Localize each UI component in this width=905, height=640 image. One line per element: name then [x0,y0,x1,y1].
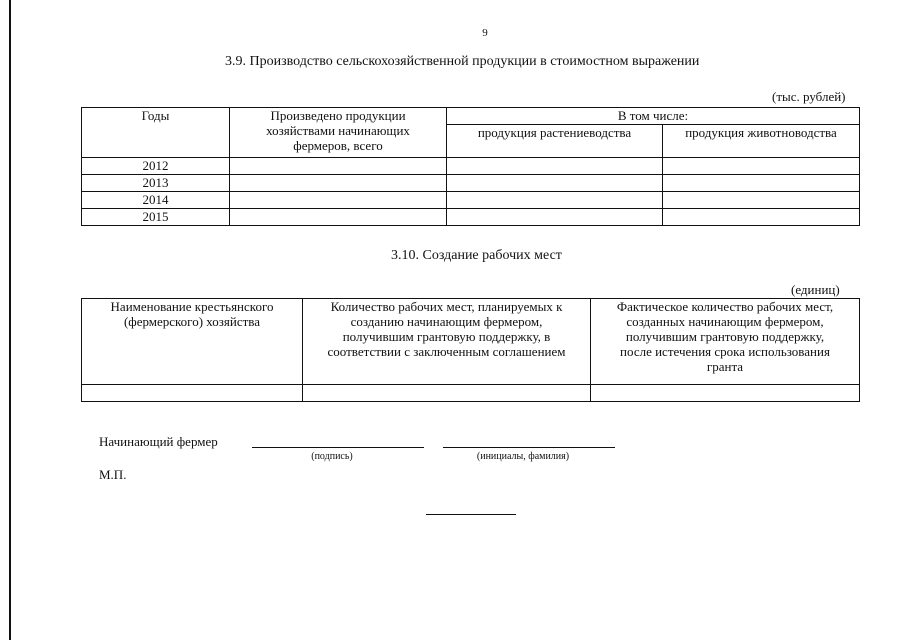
signature-line[interactable] [252,447,424,448]
page-number: 9 [482,27,488,39]
produced-cell[interactable] [230,175,447,192]
signature-label: Начинающий фермер [99,434,218,449]
header-years: Годы [82,108,230,158]
header-livestock-production: продукция животноводства [663,125,860,158]
production-table [81,107,860,226]
header-produced-total: Произведено продукции хозяйствами начинающих фермеров, всего [230,108,447,158]
crop-cell[interactable] [447,175,663,192]
crop-cell[interactable] [447,209,663,226]
crop-cell[interactable] [447,192,663,209]
livestock-cell[interactable] [663,209,860,226]
produced-cell[interactable] [230,192,447,209]
closing-divider [426,514,516,515]
crop-cell[interactable] [447,158,663,175]
header-planned-jobs: Количество рабочих мест, планируемых к созданию начинающим фермером, получившим грантовую поддержку, в соответствии с заключенным соглашением [303,299,591,385]
header-farm-name: Наименование крестьянского (фермерского) хозяйства [82,299,303,385]
produced-cell[interactable] [230,209,447,226]
header-actual-jobs: Фактическое количество рабочих мест, созданных начинающим фермером, получившим грантовую поддержку, после истечения срока использования гранта [591,299,860,385]
header-crop-production: продукция растениеводства [447,125,663,158]
livestock-cell[interactable] [663,175,860,192]
livestock-cell[interactable] [663,158,860,175]
jobs-table [81,298,860,402]
actual-jobs-cell[interactable] [591,385,860,402]
stamp-placeholder: М.П. [99,467,127,482]
signature-caption: (подпись) [311,451,353,462]
livestock-cell[interactable] [663,192,860,209]
table-row [82,385,860,402]
unit-count: (единиц) [791,282,840,297]
year-cell: 2014 [82,192,230,209]
table-row [82,209,860,226]
page-left-border [9,0,11,640]
header-including: В том числе: [447,108,860,125]
table-row [82,175,860,192]
farm-name-cell[interactable] [82,385,303,402]
name-line[interactable] [443,447,615,448]
section-title-jobs: 3.10. Создание рабочих мест [391,248,562,263]
year-cell: 2015 [82,209,230,226]
name-caption: (инициалы, фамилия) [476,451,570,462]
section-title-production: 3.9. Производство сельскохозяйственной продукции в стоимостном выражении [225,54,700,69]
table-row [82,158,860,175]
year-cell: 2013 [82,175,230,192]
year-cell: 2012 [82,158,230,175]
unit-thousand-rubles: (тыс. рублей) [772,89,846,104]
planned-jobs-cell[interactable] [303,385,591,402]
produced-cell[interactable] [230,158,447,175]
table-row [82,192,860,209]
